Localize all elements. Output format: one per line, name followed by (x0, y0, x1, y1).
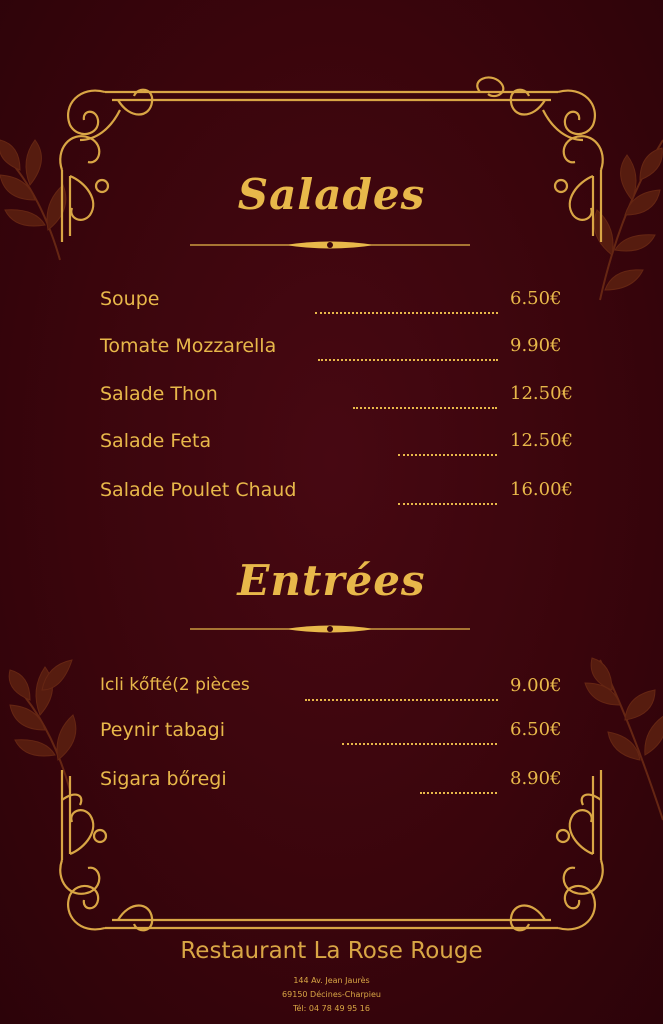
section-title-entrees: Entrées (237, 556, 426, 605)
leader-dots (420, 768, 497, 794)
leaf-branch-icon (9, 660, 76, 790)
menu-item-price: 6.50€ (510, 288, 562, 309)
menu-item-name: Sigara bőregi (100, 768, 227, 790)
address-line-1: 144 Av. Jean Jaurès (293, 976, 370, 985)
menu-item (100, 288, 580, 318)
menu-item (100, 335, 580, 365)
leader-dots (353, 383, 497, 409)
menu-item-price: 12.50€ (510, 430, 573, 451)
menu-item-name: Salade Thon (100, 383, 218, 405)
menu-item-name: Icli kőfté(2 pièces (100, 675, 250, 695)
section-divider-icon (190, 622, 470, 636)
menu-item (100, 768, 580, 798)
leaf-branch-icon (594, 140, 663, 300)
menu-item (100, 430, 580, 460)
menu-item (100, 383, 580, 413)
leader-dots (315, 288, 498, 314)
leaf-branch-icon (585, 658, 663, 820)
section-divider-icon (190, 238, 470, 252)
leader-dots (398, 430, 497, 456)
leader-dots (398, 479, 497, 505)
menu-item-name: Salade Feta (100, 430, 212, 452)
menu-item-price: 6.50€ (510, 719, 562, 740)
menu-item-name: Salade Poulet Chaud (100, 479, 297, 501)
menu-item-name: Peynir tabagi (100, 719, 226, 741)
menu-item (100, 479, 580, 509)
menu-item-price: 16.00€ (510, 479, 573, 500)
section-title-salades: Salades (237, 170, 426, 219)
leader-dots (342, 719, 497, 745)
menu-item-price: 8.90€ (510, 768, 562, 789)
address-line-2: 69150 Décines-Charpieu (282, 990, 381, 999)
menu-item-name: Tomate Mozzarella (100, 335, 277, 357)
restaurant-name: Restaurant La Rose Rouge (180, 938, 483, 964)
menu-item-price: 12.50€ (510, 383, 573, 404)
menu-item (100, 675, 580, 705)
menu-item-price: 9.00€ (510, 675, 562, 696)
menu-item-price: 9.90€ (510, 335, 562, 356)
menu-item-name: Soupe (100, 288, 160, 310)
menu-item (100, 719, 580, 749)
phone-number: Tél: 04 78 49 95 16 (293, 1004, 370, 1013)
leader-dots (305, 675, 498, 701)
leader-dots (318, 335, 498, 361)
